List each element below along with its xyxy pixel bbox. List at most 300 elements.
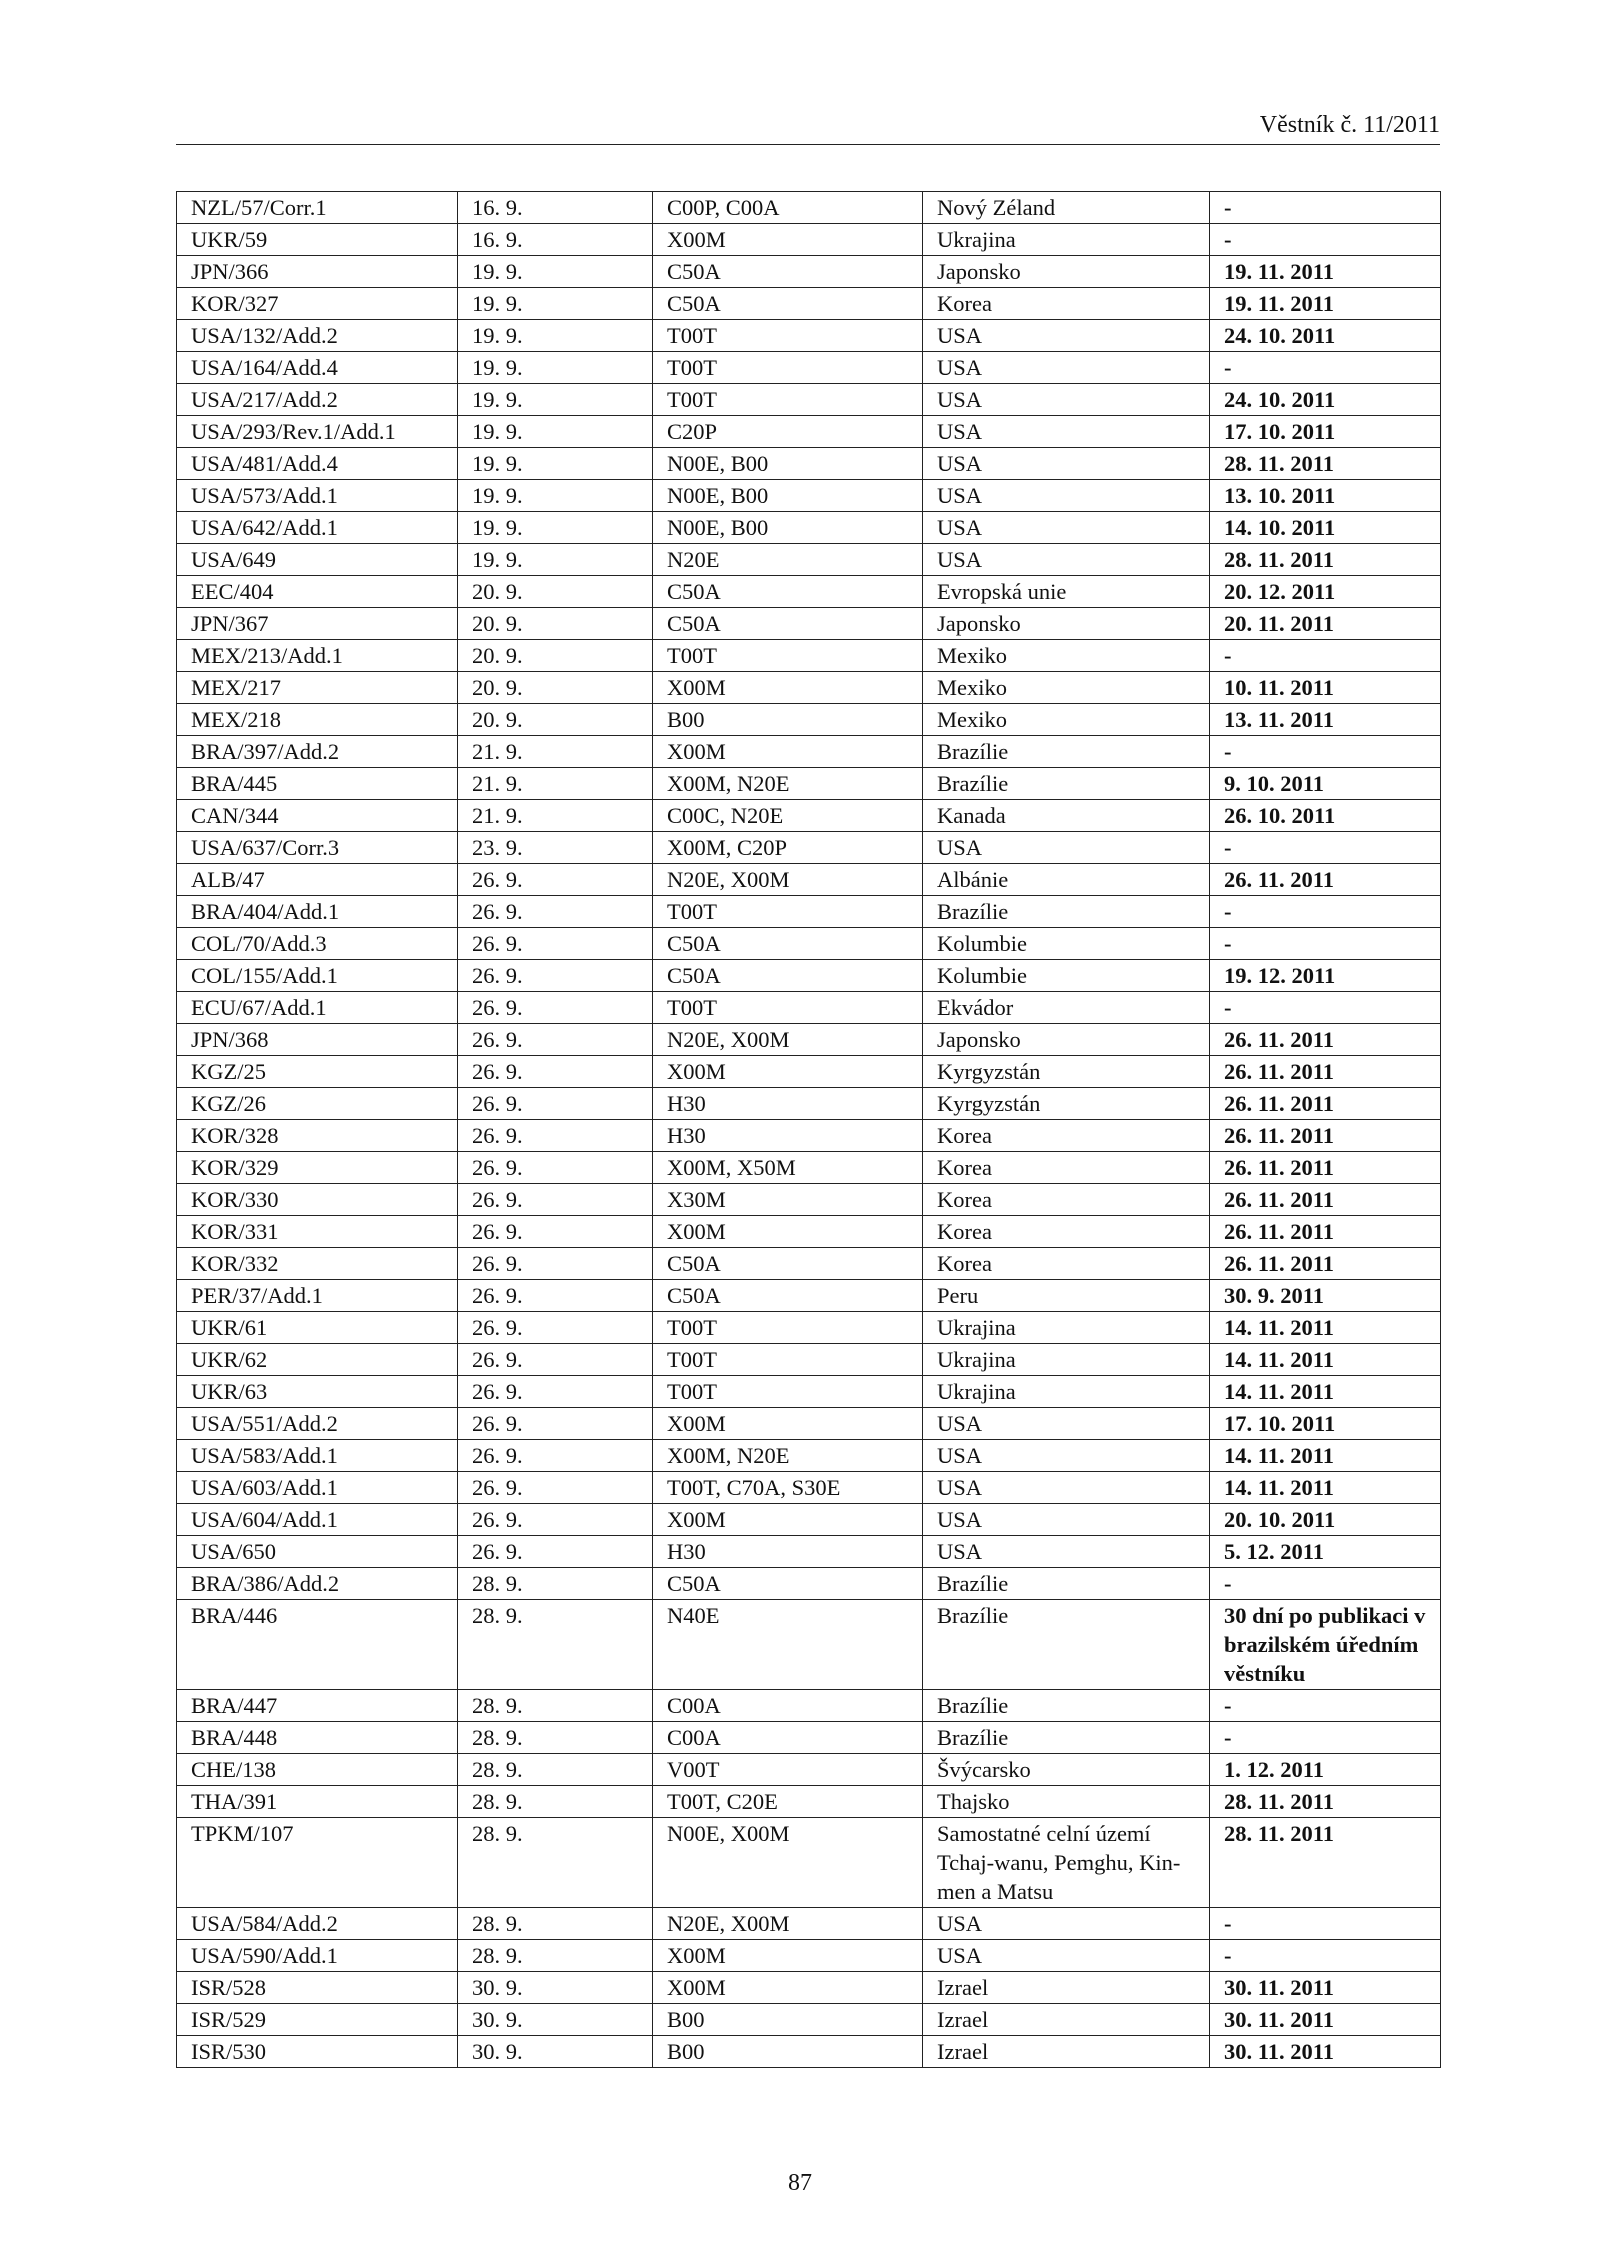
code-cell: N20E, X00M [653, 1024, 923, 1056]
deadline-cell: - [1210, 352, 1441, 384]
notification-date-cell: 26. 9. [458, 928, 653, 960]
document-symbol-cell: USA/603/Add.1 [177, 1472, 458, 1504]
deadline-cell: 28. 11. 2011 [1210, 544, 1441, 576]
document-symbol-cell: THA/391 [177, 1786, 458, 1818]
table-row [177, 1440, 1441, 1472]
table-row [177, 1472, 1441, 1504]
document-symbol-cell: KOR/332 [177, 1248, 458, 1280]
code-cell: N20E, X00M [653, 864, 923, 896]
code-cell: T00T [653, 992, 923, 1024]
document-symbol-cell: UKR/61 [177, 1312, 458, 1344]
notification-table [176, 191, 1441, 2068]
notification-date-cell: 30. 9. [458, 1972, 653, 2004]
code-cell: X00M, N20E [653, 768, 923, 800]
deadline-cell: 24. 10. 2011 [1210, 320, 1441, 352]
deadline-cell: - [1210, 832, 1441, 864]
document-symbol-cell: BRA/397/Add.2 [177, 736, 458, 768]
document-symbol-cell: USA/584/Add.2 [177, 1908, 458, 1940]
notification-date-cell: 26. 9. [458, 1088, 653, 1120]
notification-date-cell: 28. 9. [458, 1940, 653, 1972]
notification-date-cell: 19. 9. [458, 448, 653, 480]
notification-date-cell: 26. 9. [458, 896, 653, 928]
notification-date-cell: 28. 9. [458, 1908, 653, 1940]
country-cell: USA [923, 320, 1210, 352]
code-cell: C50A [653, 960, 923, 992]
notification-date-cell: 20. 9. [458, 608, 653, 640]
deadline-cell: 14. 11. 2011 [1210, 1440, 1441, 1472]
country-cell: Korea [923, 288, 1210, 320]
country-cell: USA [923, 544, 1210, 576]
table-row [177, 1088, 1441, 1120]
deadline-cell: 17. 10. 2011 [1210, 1408, 1441, 1440]
country-cell: Mexiko [923, 672, 1210, 704]
table-row [177, 448, 1441, 480]
document-symbol-cell: KGZ/26 [177, 1088, 458, 1120]
table-row [177, 832, 1441, 864]
code-cell: T00T [653, 1312, 923, 1344]
country-cell: Kolumbie [923, 960, 1210, 992]
notification-date-cell: 26. 9. [458, 1536, 653, 1568]
document-symbol-cell: BRA/448 [177, 1722, 458, 1754]
notification-date-cell: 19. 9. [458, 480, 653, 512]
code-cell: T00T, C20E [653, 1786, 923, 1818]
table-row [177, 224, 1441, 256]
country-cell: Korea [923, 1120, 1210, 1152]
document-symbol-cell: USA/649 [177, 544, 458, 576]
notification-date-cell: 21. 9. [458, 768, 653, 800]
country-cell: Brazílie [923, 768, 1210, 800]
table-row [177, 1722, 1441, 1754]
code-cell: N00E, B00 [653, 480, 923, 512]
notification-date-cell: 28. 9. [458, 1818, 653, 1908]
country-cell: Korea [923, 1152, 1210, 1184]
deadline-cell: 26. 11. 2011 [1210, 1216, 1441, 1248]
country-cell: USA [923, 480, 1210, 512]
country-cell: Ukrajina [923, 1312, 1210, 1344]
code-cell: X00M [653, 1056, 923, 1088]
table-row [177, 928, 1441, 960]
document-symbol-cell: USA/637/Corr.3 [177, 832, 458, 864]
country-cell: USA [923, 448, 1210, 480]
table-row [177, 864, 1441, 896]
document-symbol-cell: KOR/331 [177, 1216, 458, 1248]
country-cell: Nový Zéland [923, 192, 1210, 224]
code-cell: C20P [653, 416, 923, 448]
document-symbol-cell: JPN/366 [177, 256, 458, 288]
deadline-cell: 14. 11. 2011 [1210, 1376, 1441, 1408]
country-cell: Korea [923, 1216, 1210, 1248]
document-symbol-cell: USA/590/Add.1 [177, 1940, 458, 1972]
deadline-cell: 26. 11. 2011 [1210, 1120, 1441, 1152]
page-number: 87 [788, 2170, 812, 2196]
country-cell: Ukrajina [923, 1344, 1210, 1376]
document-symbol-cell: BRA/404/Add.1 [177, 896, 458, 928]
document-symbol-cell: COL/70/Add.3 [177, 928, 458, 960]
document-symbol-cell: ALB/47 [177, 864, 458, 896]
code-cell: B00 [653, 704, 923, 736]
country-cell: Brazílie [923, 1690, 1210, 1722]
notification-date-cell: 19. 9. [458, 288, 653, 320]
notification-date-cell: 28. 9. [458, 1568, 653, 1600]
notification-date-cell: 26. 9. [458, 1376, 653, 1408]
table-row [177, 1248, 1441, 1280]
document-symbol-cell: CAN/344 [177, 800, 458, 832]
country-cell: Kyrgyzstán [923, 1056, 1210, 1088]
code-cell: X00M, C20P [653, 832, 923, 864]
code-cell: T00T [653, 1344, 923, 1376]
document-symbol-cell: USA/642/Add.1 [177, 512, 458, 544]
country-cell: USA [923, 512, 1210, 544]
table-row [177, 1312, 1441, 1344]
notification-date-cell: 28. 9. [458, 1690, 653, 1722]
country-cell: Ekvádor [923, 992, 1210, 1024]
table-row [177, 704, 1441, 736]
code-cell: C50A [653, 576, 923, 608]
document-symbol-cell: CHE/138 [177, 1754, 458, 1786]
notification-date-cell: 26. 9. [458, 1056, 653, 1088]
deadline-cell: 5. 12. 2011 [1210, 1536, 1441, 1568]
notification-date-cell: 26. 9. [458, 1280, 653, 1312]
table-row [177, 1600, 1441, 1690]
code-cell: C50A [653, 928, 923, 960]
country-cell: Brazílie [923, 1568, 1210, 1600]
code-cell: T00T [653, 384, 923, 416]
notification-date-cell: 20. 9. [458, 704, 653, 736]
notification-date-cell: 19. 9. [458, 256, 653, 288]
country-cell: Brazílie [923, 1722, 1210, 1754]
notification-date-cell: 26. 9. [458, 1024, 653, 1056]
code-cell: V00T [653, 1754, 923, 1786]
country-cell: USA [923, 1440, 1210, 1472]
table-row [177, 1690, 1441, 1722]
country-cell: Ukrajina [923, 224, 1210, 256]
table-row [177, 672, 1441, 704]
document-symbol-cell: USA/217/Add.2 [177, 384, 458, 416]
table-row [177, 352, 1441, 384]
notification-date-cell: 26. 9. [458, 1152, 653, 1184]
deadline-cell: 14. 10. 2011 [1210, 512, 1441, 544]
deadline-cell: 17. 10. 2011 [1210, 416, 1441, 448]
document-symbol-cell: COL/155/Add.1 [177, 960, 458, 992]
code-cell: C50A [653, 608, 923, 640]
table-row [177, 544, 1441, 576]
table-row [177, 1972, 1441, 2004]
table-row [177, 1024, 1441, 1056]
document-symbol-cell: ISR/528 [177, 1972, 458, 2004]
table-row [177, 1344, 1441, 1376]
table-row [177, 608, 1441, 640]
country-cell: USA [923, 1472, 1210, 1504]
document-symbol-cell: EEC/404 [177, 576, 458, 608]
document-symbol-cell: KOR/330 [177, 1184, 458, 1216]
country-cell: Kyrgyzstán [923, 1088, 1210, 1120]
document-symbol-cell: USA/481/Add.4 [177, 448, 458, 480]
code-cell: N00E, B00 [653, 512, 923, 544]
notification-date-cell: 26. 9. [458, 1440, 653, 1472]
table-row [177, 2004, 1441, 2036]
country-cell: Brazílie [923, 896, 1210, 928]
notification-date-cell: 21. 9. [458, 736, 653, 768]
deadline-cell: - [1210, 192, 1441, 224]
code-cell: C00C, N20E [653, 800, 923, 832]
deadline-cell: 1. 12. 2011 [1210, 1754, 1441, 1786]
deadline-cell: 30. 11. 2011 [1210, 2036, 1441, 2068]
deadline-cell: 28. 11. 2011 [1210, 448, 1441, 480]
table-row [177, 896, 1441, 928]
country-cell: USA [923, 1908, 1210, 1940]
notification-date-cell: 20. 9. [458, 672, 653, 704]
country-cell: Ukrajina [923, 1376, 1210, 1408]
country-cell: Brazílie [923, 1600, 1210, 1690]
table-body [177, 192, 1441, 2068]
notification-date-cell: 20. 9. [458, 576, 653, 608]
deadline-cell: 28. 11. 2011 [1210, 1818, 1441, 1908]
deadline-cell: 26. 11. 2011 [1210, 1248, 1441, 1280]
table-row [177, 576, 1441, 608]
code-cell: C50A [653, 1248, 923, 1280]
deadline-cell: 26. 11. 2011 [1210, 1088, 1441, 1120]
table-row [177, 480, 1441, 512]
notification-date-cell: 26. 9. [458, 1408, 653, 1440]
notification-date-cell: 30. 9. [458, 2004, 653, 2036]
document-symbol-cell: MEX/213/Add.1 [177, 640, 458, 672]
notification-date-cell: 19. 9. [458, 416, 653, 448]
table-row [177, 1754, 1441, 1786]
table-row [177, 1376, 1441, 1408]
code-cell: N20E [653, 544, 923, 576]
header-rule [176, 144, 1440, 145]
document-symbol-cell: USA/132/Add.2 [177, 320, 458, 352]
code-cell: X00M [653, 224, 923, 256]
country-cell: Evropská unie [923, 576, 1210, 608]
table-row [177, 1216, 1441, 1248]
table-row [177, 992, 1441, 1024]
notification-date-cell: 26. 9. [458, 1216, 653, 1248]
country-cell: USA [923, 384, 1210, 416]
country-cell: Albánie [923, 864, 1210, 896]
document-symbol-cell: TPKM/107 [177, 1818, 458, 1908]
table-row [177, 512, 1441, 544]
country-cell: Samostatné celní území Tchaj-wanu, Pemghu, Kin-men a Matsu [923, 1818, 1210, 1908]
code-cell: H30 [653, 1088, 923, 1120]
document-symbol-cell: ISR/529 [177, 2004, 458, 2036]
document-symbol-cell: UKR/59 [177, 224, 458, 256]
document-symbol-cell: MEX/218 [177, 704, 458, 736]
code-cell: H30 [653, 1120, 923, 1152]
document-symbol-cell: NZL/57/Corr.1 [177, 192, 458, 224]
table-row [177, 288, 1441, 320]
notification-date-cell: 21. 9. [458, 800, 653, 832]
code-cell: C00A [653, 1690, 923, 1722]
code-cell: X00M [653, 672, 923, 704]
deadline-cell: - [1210, 896, 1441, 928]
deadline-cell: 19. 11. 2011 [1210, 256, 1441, 288]
notification-date-cell: 28. 9. [458, 1722, 653, 1754]
notification-date-cell: 28. 9. [458, 1754, 653, 1786]
document-symbol-cell: MEX/217 [177, 672, 458, 704]
deadline-cell: - [1210, 640, 1441, 672]
deadline-cell: 26. 10. 2011 [1210, 800, 1441, 832]
document-symbol-cell: KGZ/25 [177, 1056, 458, 1088]
code-cell: T00T [653, 352, 923, 384]
deadline-cell: 20. 11. 2011 [1210, 608, 1441, 640]
deadline-cell: 26. 11. 2011 [1210, 1024, 1441, 1056]
table-row [177, 1536, 1441, 1568]
document-symbol-cell: ECU/67/Add.1 [177, 992, 458, 1024]
deadline-cell: 20. 10. 2011 [1210, 1504, 1441, 1536]
document-symbol-cell: USA/551/Add.2 [177, 1408, 458, 1440]
deadline-cell: 13. 11. 2011 [1210, 704, 1441, 736]
code-cell: N00E, X00M [653, 1818, 923, 1908]
deadline-cell: - [1210, 1908, 1441, 1940]
code-cell: H30 [653, 1536, 923, 1568]
notification-date-cell: 26. 9. [458, 992, 653, 1024]
code-cell: X00M [653, 1940, 923, 1972]
deadline-cell: 26. 11. 2011 [1210, 1152, 1441, 1184]
notification-date-cell: 19. 9. [458, 512, 653, 544]
document-symbol-cell: JPN/367 [177, 608, 458, 640]
country-cell: Brazílie [923, 736, 1210, 768]
table-row [177, 736, 1441, 768]
table-row [177, 1786, 1441, 1818]
table-row [177, 1120, 1441, 1152]
table-row [177, 1568, 1441, 1600]
notification-date-cell: 26. 9. [458, 1344, 653, 1376]
deadline-cell: 14. 11. 2011 [1210, 1344, 1441, 1376]
notification-date-cell: 16. 9. [458, 224, 653, 256]
notification-date-cell: 30. 9. [458, 2036, 653, 2068]
notification-date-cell: 26. 9. [458, 864, 653, 896]
table-row [177, 1408, 1441, 1440]
country-cell: USA [923, 832, 1210, 864]
code-cell: T00T [653, 320, 923, 352]
country-cell: Japonsko [923, 256, 1210, 288]
code-cell: C50A [653, 288, 923, 320]
notification-date-cell: 26. 9. [458, 1120, 653, 1152]
notification-date-cell: 19. 9. [458, 352, 653, 384]
document-symbol-cell: UKR/62 [177, 1344, 458, 1376]
notification-date-cell: 28. 9. [458, 1600, 653, 1690]
country-cell: Izrael [923, 2004, 1210, 2036]
table-row [177, 800, 1441, 832]
country-cell: Izrael [923, 2036, 1210, 2068]
notification-date-cell: 23. 9. [458, 832, 653, 864]
country-cell: USA [923, 352, 1210, 384]
table-row [177, 1908, 1441, 1940]
code-cell: T00T [653, 1376, 923, 1408]
table-row [177, 2036, 1441, 2068]
document-symbol-cell: UKR/63 [177, 1376, 458, 1408]
document-symbol-cell: BRA/445 [177, 768, 458, 800]
notification-date-cell: 19. 9. [458, 544, 653, 576]
table-row [177, 1152, 1441, 1184]
deadline-cell: 30. 11. 2011 [1210, 1972, 1441, 2004]
code-cell: T00T [653, 640, 923, 672]
country-cell: Thajsko [923, 1786, 1210, 1818]
code-cell: X00M, X50M [653, 1152, 923, 1184]
table-row [177, 192, 1441, 224]
country-cell: USA [923, 1536, 1210, 1568]
country-cell: Peru [923, 1280, 1210, 1312]
table-row [177, 1818, 1441, 1908]
deadline-cell: - [1210, 992, 1441, 1024]
document-symbol-cell: JPN/368 [177, 1024, 458, 1056]
code-cell: X00M [653, 1504, 923, 1536]
notification-date-cell: 26. 9. [458, 960, 653, 992]
table-row [177, 1280, 1441, 1312]
table-row [177, 256, 1441, 288]
code-cell: T00T [653, 896, 923, 928]
code-cell: B00 [653, 2004, 923, 2036]
country-cell: Japonsko [923, 1024, 1210, 1056]
country-cell: Kolumbie [923, 928, 1210, 960]
code-cell: C50A [653, 1568, 923, 1600]
deadline-cell: - [1210, 1568, 1441, 1600]
code-cell: C00P, C00A [653, 192, 923, 224]
country-cell: Korea [923, 1248, 1210, 1280]
code-cell: T00T, C70A, S30E [653, 1472, 923, 1504]
country-cell: USA [923, 1408, 1210, 1440]
deadline-cell: 20. 12. 2011 [1210, 576, 1441, 608]
notification-date-cell: 19. 9. [458, 320, 653, 352]
code-cell: C50A [653, 1280, 923, 1312]
country-cell: Mexiko [923, 640, 1210, 672]
document-symbol-cell: USA/604/Add.1 [177, 1504, 458, 1536]
country-cell: USA [923, 416, 1210, 448]
notification-date-cell: 26. 9. [458, 1248, 653, 1280]
deadline-cell: 19. 12. 2011 [1210, 960, 1441, 992]
document-symbol-cell: USA/573/Add.1 [177, 480, 458, 512]
document-symbol-cell: USA/583/Add.1 [177, 1440, 458, 1472]
deadline-cell: 14. 11. 2011 [1210, 1472, 1441, 1504]
deadline-cell: 9. 10. 2011 [1210, 768, 1441, 800]
country-cell: Japonsko [923, 608, 1210, 640]
country-cell: Izrael [923, 1972, 1210, 2004]
deadline-cell: 28. 11. 2011 [1210, 1786, 1441, 1818]
table-row [177, 416, 1441, 448]
code-cell: X00M [653, 1972, 923, 2004]
table-row [177, 1504, 1441, 1536]
deadline-cell: 19. 11. 2011 [1210, 288, 1441, 320]
document-symbol-cell: KOR/329 [177, 1152, 458, 1184]
deadline-cell: 30. 11. 2011 [1210, 2004, 1441, 2036]
code-cell: X00M [653, 736, 923, 768]
deadline-cell: 26. 11. 2011 [1210, 1184, 1441, 1216]
country-cell: Kanada [923, 800, 1210, 832]
notification-date-cell: 26. 9. [458, 1504, 653, 1536]
deadline-cell: 13. 10. 2011 [1210, 480, 1441, 512]
document-symbol-cell: KOR/328 [177, 1120, 458, 1152]
code-cell: B00 [653, 2036, 923, 2068]
country-cell: Mexiko [923, 704, 1210, 736]
country-cell: Švýcarsko [923, 1754, 1210, 1786]
notification-date-cell: 28. 9. [458, 1786, 653, 1818]
code-cell: N00E, B00 [653, 448, 923, 480]
country-cell: USA [923, 1504, 1210, 1536]
code-cell: X00M [653, 1408, 923, 1440]
country-cell: USA [923, 1940, 1210, 1972]
table-row [177, 960, 1441, 992]
deadline-cell: 10. 11. 2011 [1210, 672, 1441, 704]
notification-date-cell: 26. 9. [458, 1184, 653, 1216]
notification-date-cell: 26. 9. [458, 1472, 653, 1504]
deadline-cell: 30 dní po publikaci v brazilském úředním věstníku [1210, 1600, 1441, 1690]
notification-date-cell: 19. 9. [458, 384, 653, 416]
document-symbol-cell: ISR/530 [177, 2036, 458, 2068]
deadline-cell: 30. 9. 2011 [1210, 1280, 1441, 1312]
code-cell: C00A [653, 1722, 923, 1754]
deadline-cell: - [1210, 1690, 1441, 1722]
